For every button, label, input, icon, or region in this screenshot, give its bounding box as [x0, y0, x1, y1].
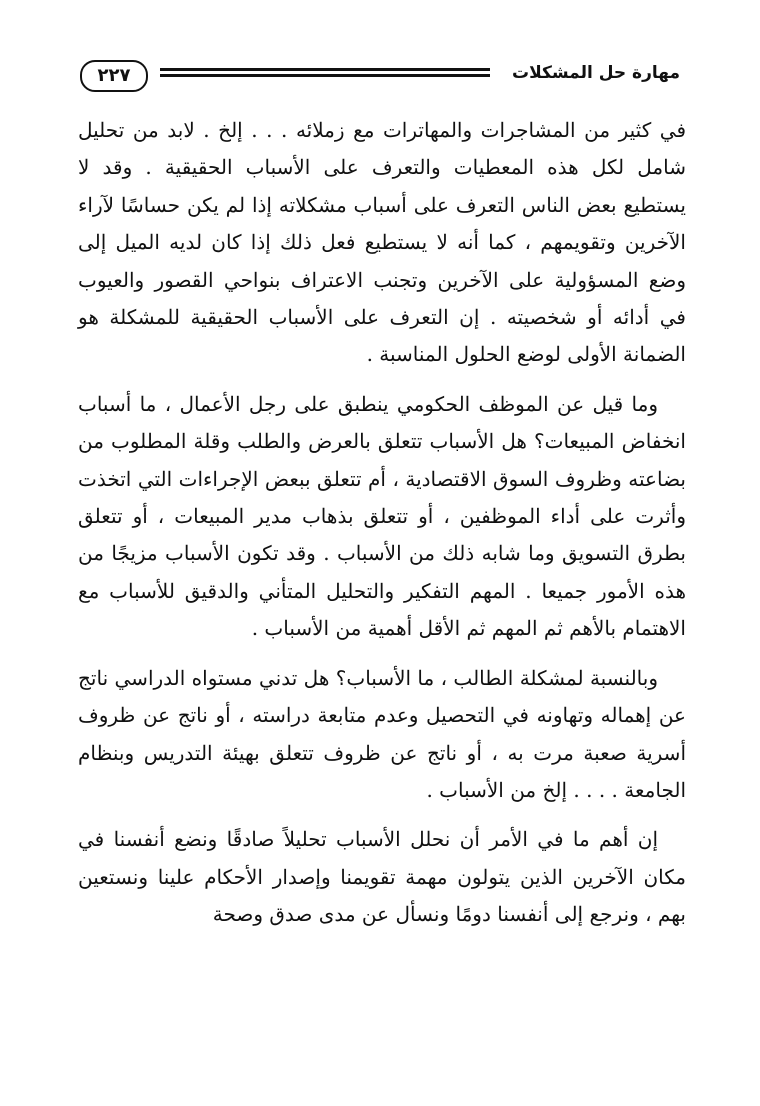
paragraph: وما قيل عن الموظف الحكومي ينطبق على رجل الأعمال ، ما أسباب انخفاض المبيعات؟ هل الأسباب تتعلق بالعرض والطلب وقلة المطلوب من بضاعته وظروف السوق الاقتصادية ، أم تتعلق ببعض الإجراءات التي اتخذت وأثرت على أداء الموظفين ، أو تتعلق بذهاب مدير المبيعات ، أو تتعلق بطرق التسويق وما شابه ذلك من الأسباب . وقد تكون الأسباب مزيجًا من هذه الأمور جميعا . المهم التفكير والتحليل المتأني والدقيق للأسباب مع الاهتمام بالأهم ثم المهم ثم الأقل أهمية من الأسباب .: [78, 391, 686, 641]
paragraph: إن أهم ما في الأمر أن نحلل الأسباب تحليلاً صادقًا ونضع أنفسنا في مكان الآخرين الذين يتولون مهمة تقويمنا وإصدار الأحكام علينا ونستعين بهم ، ونرجع إلى أنفسنا دومًا ونسأل عن مدى صدق وصحة: [78, 827, 686, 927]
body-text: [78, 112, 686, 934]
paragraph: وبالنسبة لمشكلة الطالب ، ما الأسباب؟ هل تدني مستواه الدراسي ناتج عن إهماله وتهاونه في التحصيل وعدم متابعة دراسته ، أو ناتج عن ظروف أسرية صعبة مرت به ، أو ناتج عن ظروف تتعلق بهيئة التدريس وبنظام الجامعة . . . . إلخ من الأسباب .: [78, 665, 686, 802]
page-number: ٢٢٧: [80, 60, 148, 92]
paragraph: في كثير من المشاجرات والمهاترات مع زملائه . . . إلخ . لابد من تحليل شامل لكل هذه المعطيات والتعرف على الأسباب الحقيقية . وقد لا يستطيع بعض الناس التعرف على أسباب مشكلاته إذا لم يكن حساسًا لآراء الآخرين وتقويمهم ، كما أنه لا يستطيع فعل ذلك إذا كان لديه الميل إلى وضع المسؤولية على الآخرين وتجنب الاعتراف بنواحي القصور والعيوب في أدائه أو شخصيته . إن التعرف على الأسباب الحقيقية للمشكلة هو الضمانة الأولى لوضع الحلول المناسبة .: [78, 118, 686, 367]
page-header: [80, 56, 680, 100]
running-title: مهارة حل المشكلات: [512, 63, 680, 83]
header-divider-rules: [160, 68, 490, 78]
